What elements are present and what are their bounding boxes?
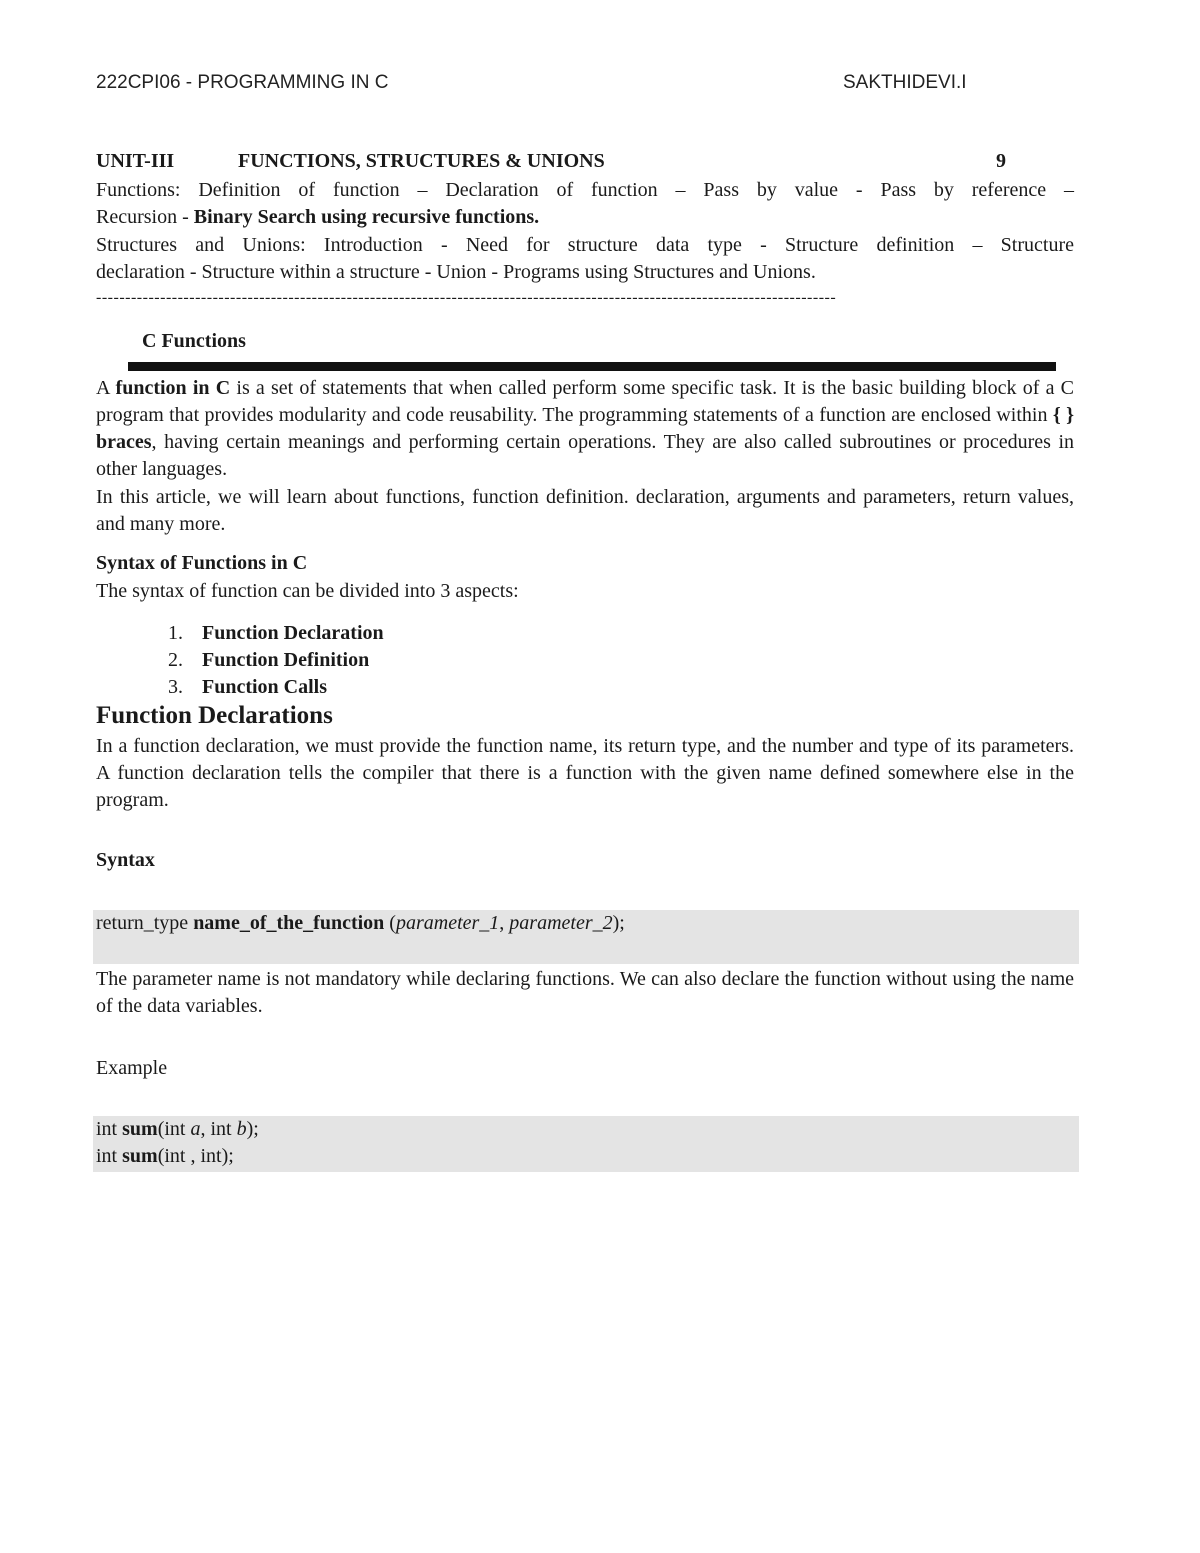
- example-label: Example: [96, 1057, 168, 1079]
- syntax-code-box: [93, 910, 1079, 964]
- intro-bold-braces: { } braces: [96, 404, 1074, 453]
- parameter-note: The parameter name is not mandatory while declaring functions. We can also declare the function without using the name of the data variables.: [96, 968, 1074, 1017]
- list-item: [168, 647, 384, 674]
- list-number: 2.: [168, 649, 183, 671]
- section-title: C Functions: [142, 330, 246, 352]
- code-text: (int , int);: [157, 1145, 234, 1167]
- syllabus-functions-line-1: Functions: Definition of function – Declaration of function – Pass by value - Pass by reference –: [96, 179, 1074, 201]
- syllabus-structures-line-2: declaration - Structure within a structure - Union - Programs using Structures and Unions.: [96, 261, 816, 283]
- code-text: );: [246, 1118, 259, 1140]
- aspects-list: [168, 620, 384, 701]
- unit-title: FUNCTIONS, STRUCTURES & UNIONS: [238, 150, 605, 172]
- list-label: Function Declaration: [202, 622, 384, 644]
- syllabus-recursion-text: Recursion -: [96, 206, 194, 228]
- syntax-intro: The syntax of function can be divided into 3 aspects:: [96, 580, 519, 602]
- code-keyword: int: [96, 1118, 123, 1140]
- code-text: (int: [157, 1118, 191, 1140]
- code-open-paren: (: [384, 912, 396, 934]
- list-item: [168, 620, 384, 647]
- code-function-name: sum: [122, 1145, 158, 1167]
- list-label: Function Definition: [202, 649, 370, 671]
- syllabus-binary-search-text: Binary Search using recursive functions.: [193, 206, 540, 228]
- intro-paragraph: [96, 375, 1074, 483]
- unit-hours: 9: [996, 150, 1006, 172]
- syllabus-structures-line-1: Structures and Unions: Introduction - Need for structure data type - Structure definition – Structure: [96, 234, 1074, 256]
- article-paragraph: In this article, we will learn about functions, function definition. declaration, arguments and parameters, return values, and many more.: [96, 486, 1074, 535]
- code-param-1: parameter_1: [395, 912, 500, 934]
- separator-line: -------------------------------------------------------------------------------------------------------------------------------: [96, 289, 837, 306]
- list-item: [168, 674, 384, 701]
- unit-label: UNIT-III: [96, 150, 175, 172]
- code-close-paren: );: [612, 912, 625, 934]
- code-comma: ,: [499, 912, 510, 934]
- syntax-label: Syntax: [96, 849, 155, 871]
- example-code-line: [93, 1116, 1079, 1143]
- list-number: 1.: [168, 622, 183, 644]
- code-text: , int: [200, 1118, 237, 1140]
- intro-text-c: , having certain meanings and performing certain operations. They are also called subroutines or procedures in other languages.: [96, 431, 1074, 480]
- code-keyword: int: [96, 1145, 123, 1167]
- syllabus-structures: [96, 232, 1074, 286]
- course-code-header: 222CPI06 - PROGRAMMING IN C: [96, 72, 389, 93]
- code-function-name: sum: [122, 1118, 158, 1140]
- list-number: 3.: [168, 676, 183, 698]
- syllabus-functions-line-2: [96, 204, 1074, 231]
- section-rule: [128, 362, 1056, 371]
- declarations-heading: Function Declarations: [96, 702, 333, 729]
- syntax-code-line: [93, 910, 1079, 937]
- intro-bold-function: function in C: [115, 377, 231, 399]
- author-header: SAKTHIDEVI.I: [843, 72, 967, 93]
- code-function-name: name_of_the_function: [193, 912, 385, 934]
- example-code-line: [93, 1143, 1079, 1170]
- code-return-type: return_type: [96, 912, 194, 934]
- code-param-a: a: [190, 1118, 201, 1140]
- intro-text-a: A: [96, 377, 116, 399]
- list-label: Function Calls: [202, 676, 328, 698]
- example-code-box: [93, 1116, 1079, 1172]
- intro-text-b: is a set of statements that when called perform some specific task. It is the basic building block of a C program that provides modularity and code reusability. The programming statements of a function are enclosed within: [96, 377, 1075, 426]
- code-param-2: parameter_2: [509, 912, 613, 934]
- declarations-body: In a function declaration, we must provide the function name, its return type, and the number and type of its parameters. A function declaration tells the compiler that there is a function with the given name defined somewhere else in the program.: [96, 735, 1074, 811]
- syllabus-functions: [96, 177, 1074, 231]
- unit-heading: [96, 150, 1008, 176]
- code-param-b: b: [236, 1118, 247, 1140]
- syntax-heading: Syntax of Functions in C: [96, 552, 308, 574]
